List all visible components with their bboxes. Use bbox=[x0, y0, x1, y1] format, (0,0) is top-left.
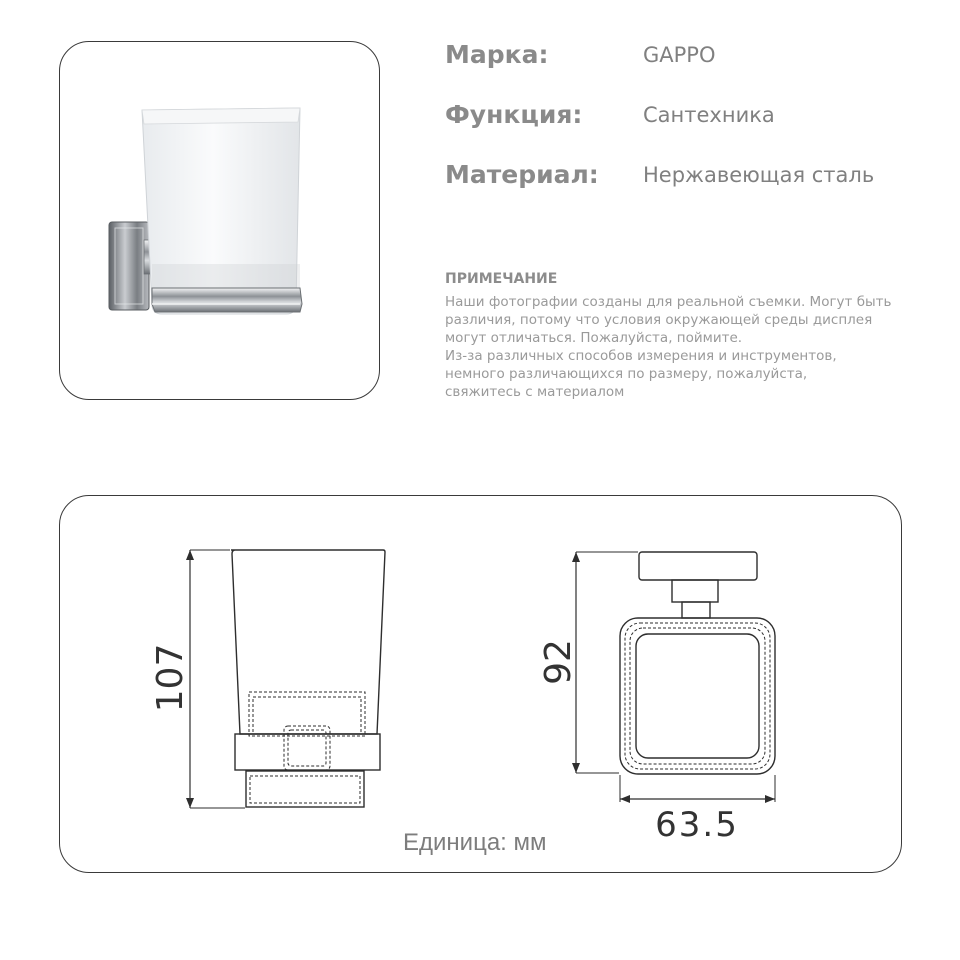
product-photo-card bbox=[59, 41, 380, 400]
spec-brand-value: GAPPO bbox=[643, 43, 716, 67]
front-height-label: 107 bbox=[150, 643, 191, 713]
spec-material bbox=[445, 160, 945, 200]
note-line: Из-за различных способов измерения и инструментов, bbox=[445, 348, 837, 364]
dimension-drawing bbox=[60, 496, 903, 874]
note-line: свяжитесь с материалом bbox=[445, 384, 625, 400]
spec-function bbox=[445, 100, 945, 140]
note-line: немного различающихся по размеру, пожалуйста, bbox=[445, 366, 808, 382]
product-photo bbox=[60, 42, 381, 401]
dimension-drawing-card bbox=[59, 495, 902, 873]
front-view-drawing bbox=[231, 550, 385, 807]
spec-function-label: Функция: bbox=[445, 100, 583, 129]
spec-brand bbox=[445, 40, 945, 80]
spec-material-value: Нержавеющая сталь bbox=[643, 163, 875, 187]
spec-brand-label: Марка: bbox=[445, 40, 549, 69]
top-height-label: 92 bbox=[538, 639, 579, 685]
top-width-label: 63.5 bbox=[655, 805, 739, 845]
top-view-drawing bbox=[620, 552, 775, 774]
note-line: различия, потому что условия окружающей среды дисплея bbox=[445, 312, 873, 328]
note-title: ПРИМЕЧАНИЕ bbox=[445, 271, 558, 287]
spec-material-label: Материал: bbox=[445, 160, 599, 189]
spec-function-value: Сантехника bbox=[643, 103, 775, 127]
unit-label: Единица: мм bbox=[403, 829, 547, 856]
note-line: могут отличаться. Пожалуйста, поймите. bbox=[445, 330, 743, 346]
note-line: Наши фотографии созданы для реальной съемки. Могут быть bbox=[445, 294, 892, 310]
